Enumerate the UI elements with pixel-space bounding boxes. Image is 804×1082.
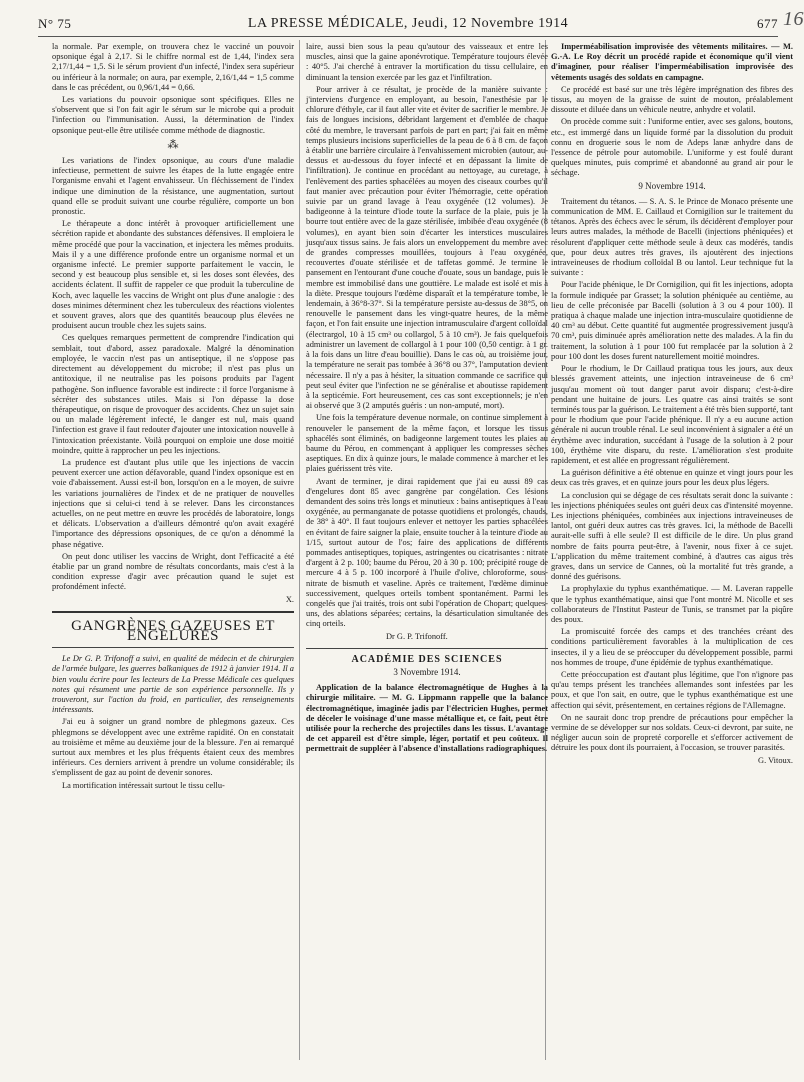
- article-intro: Le Dr G. P. Trifonoff a suivi, en qualité de médecin et de chirurgien de l'armée bulgare, les guerres balkaniques de 1912 à janvier 1914. Il a bien voulu écrire pour les lecteurs de La Presse Médicale ces quelques notes qui résument une partie de son expérience personnelle. Ils y trouveront, sur l'action du froid, en particulier, des renseignements intéressants.: [52, 654, 294, 715]
- paragraph: Pour le rhodium, le Dr Caillaud pratiqua tous les jours, aux deux blessés gravement atteints, une injection intraveineuse de 6 cm³ jusqu'au moment où tout danger parut avoir disparu; c'est-à-dire pendant une huitaine de jours. Les quatre cas ainsi traités se sont terminés tous par la guérison. Le traitement a été très bien supporté, tant pour le rhodium que pour l'acide phénique. Il n'y a eu aucune action générale ni aucun trouble rénal. Le seul inconvénient à signaler a été un érythème avec induration, succédant à l'usage de la solution à 2 pour 100, érythème vite disparu, du reste. L'amélioration s'est produite rapidement, et est allée en progressant régulièrement.: [551, 364, 793, 465]
- signature: X.: [285, 594, 294, 604]
- paragraph: La guérison définitive a été obtenue en quinze et vingt jours pour les deux cas très graves, et en quinze jours pour les deux plus légers.: [551, 468, 793, 488]
- paragraph: Les variations de l'index opsonique, au cours d'une maladie infectieuse, permettent de suivre les étapes de la lutte engagée entre l'organisme envahi et l'agent envahisseur. Un fléchissement de l'index indique une diminution de la résistance, une augmentation, surtout quand elle se produit suivant une courbe régulière, comporte un bon pronostic.: [52, 156, 294, 217]
- paragraph: Pour l'acide phénique, le Dr Cornigilion, qui fit les injections, adopta la formule indiquée par Grasset; la solution phéniquée au centième, au lieu de celle préconisée par Bacelli (solution à 3 ou 4 pour 100). Il pratiqua à chaque malade une injection intra-musculaire quotidienne de 40 cm³ au début. Cette quantité fut augmentée progressivement jusqu'à 70 cm³, puis diminuée après amélioration nette des malades. A la fin du traitement, la solution à 1 pour 100 fut remplacée par la solution à 2 pour 100 dont les doses furent naturellement moitié moindres.: [551, 280, 793, 361]
- column-1: [52, 42, 294, 1062]
- section-date: 9 Novembre 1914.: [638, 180, 706, 191]
- paragraph: On ne saurait donc trop prendre de précautions pour empêcher la vermine de se développer sur nos soldats. Ceux-ci devront, par suite, ne négliger aucun soin de propreté corporelle et s'efforcer activement de détruire les poux dont ils pourraient, à l'occasion, se trouver parasités.: [551, 712, 793, 753]
- paragraph: On procède comme suit : l'uniforme entier, avec ses galons, boutons, etc., est immergé dans un liquide formé par la dissolution du produit connu en droguerie sous le nom de Adeps lanæ anhydre dans de l'essence de pétrole pour automobile. L'uniforme y est foulé durant quelques minutes, puis comprimé et abandonné au grand air pour le séchage.: [551, 117, 793, 178]
- column-3: [551, 42, 793, 1062]
- paragraph: la normale. Par exemple, on trouvera chez le vacciné un pouvoir opsonique égal à 2,17. Si le chiffre normal est de 1,44, l'index sera 2,17/1,44 = 1,5. Si le sérum provient d'un infecté, l'index sera supérieur ou inférieur à la normale; on aura, par exemple, 2,16/1,44 = 1,5 comme dans le cas précédent, ou 0,96/1,44 = 0,66.: [52, 42, 294, 92]
- section-separator: ⁂: [167, 138, 179, 151]
- paragraph: Une fois la température devenue normale, on continue simplement à renouveler le pansement de la même façon, et lorsque les tissus sphacélés sont éliminés, on badigeonne largement toutes les plaies au baume du Pérou, en commençant à appliquer les compresses sèches aseptiques. En dix à quinze jours, le malade commence à marcher et les plaies guérissent très vite.: [306, 413, 548, 474]
- paragraph: Cette préoccupation est d'autant plus légitime, que l'on n'ignore pas qu'au temps présent les tranchées allemandes sont infestées par les poux, et que l'on sait, en outre, que le typhus exanthématique est une affection qui sévit, présentement, en certaines régions de l'Allemagne.: [551, 669, 793, 710]
- paragraph: La promiscuité forcée des camps et des tranchées créant des conditions particulièrement favorables à la multiplication de ces insectes, il y a lieu de se préoccuper du développement possible, parmi nos hommes de troupe, d'une épidémie de typhus exanthématique.: [551, 627, 793, 667]
- paragraph: J'ai eu à soigner un grand nombre de phlegmons gazeux. Ces phlegmons se développent avec une extrême rapidité. On en constatait au troisième et même au deuxième jour de la blessure. J'en ai remarqué surtout aux membres et les plus fréquents étaient ceux des membres inférieurs. Ces derniers arrivent à prendre un volume considérable; ils s'emplissent de gaz au point de devenir sonores.: [52, 717, 294, 778]
- journal-title: LA PRESSE MÉDICALE, Jeudi, 12 Novembre 1914: [247, 16, 569, 31]
- page-number: 677: [757, 16, 778, 31]
- issue-number: N° 75: [38, 16, 72, 31]
- signature: Dr G. P. Trifonoff.: [386, 631, 448, 641]
- column-rule: [299, 40, 300, 1060]
- divider: [52, 611, 294, 613]
- paragraph: Application de la balance électromagnétique de Hughes à la chirurgie militaire. — M. G. Lippmann rappelle que la balance électromagnétique, imaginée jadis par l'électricien Hughes, permet de déceler le voisinage d'une masse métallique et, ce fait, peut être utilisée pour la recherche des projectiles dans les tissus. L'avantage de cet appareil est d'être simple, léger, portatif et peu coûteux. Il permettrait de suppléer à l'absence d'installations radiographiques.: [306, 683, 548, 754]
- column-2: [306, 42, 548, 1062]
- paragraph: Le thérapeute a donc intérêt à provoquer artificiellement une sécrétion rapide et abondante des substances défensives. Il emploiera le même procédé que pour la vaccination, et injectera les mêmes produits. Mais il y a une différence profonde entre un organisme normal et un organisme infecté. Le premier supporte parfaitement le vaccin, le second y est beaucoup plus sensible et, si les doses sont élevées, des accidents éclatent. Il suffit de rappeler ce que produit la tuberculine de Koch, avec laquelle les vaccins de Wright ont plus d'une analogie : des doses minimes déterminent chez les tuberculeux des réactions violentes et souvent graves, alors que des quantités beaucoup plus élevées ne produisent aucun trouble chez les sujets sains.: [52, 219, 294, 331]
- paragraph: Traitement du tétanos. — S. A. S. le Prince de Monaco présente une communication de MM. E. Caillaud et Cornigilion sur le traitement du tétanos. Après des échecs avec le sérum, ils décidèrent d'employer pour leurs autres malades, la méthode de Bacelli (injections phéniquées) et résolurent d'appliquer cette méthode seule à deux cas modérés, tandis que, pour deux autres très graves, ils ajoutèrent des injections intraveineuses de rhodium colloïdal B ou lantol. Leur technique fut la suivante :: [551, 196, 793, 278]
- article-title: GANGRÈNES GAZEUSES ET ENGELURES: [71, 617, 275, 644]
- paragraph: La prophylaxie du typhus exanthématique. — M. Laveran rappelle que le typhus exanthématique, ainsi que l'ont montré M. Nicolle et ses collaborateurs de l'Institut Pasteur de Tunis, se transmet par la piqûre des poux.: [551, 584, 793, 624]
- paragraph: On peut donc utiliser les vaccins de Wright, dont l'efficacité a été établie par un grand nombre de résultats concordants, mais c'est à la condition expresse d'agir avec précaution quand le sujet est profondément infecté.: [52, 551, 294, 592]
- divider: [52, 647, 294, 648]
- signature: G. Vitoux.: [758, 755, 793, 765]
- paragraph: laire, aussi bien sous la peau qu'autour des vaisseaux et entre les muscles, ainsi que la gaine aponévrotique. Température toujours élevée : 40°5. J'ai cherché à entraver la mortification du tissu cellulaire, en diminuant la tension exercée par les gaz et l'infiltration.: [306, 42, 548, 82]
- paragraph: Avant de terminer, je dirai rapidement que j'ai eu aussi 89 cas d'engelures dont 85 avec gangrène par congélation. Ces lésions demandent des soins très longs et minutieux : bains antiseptiques à l'eau oxygénée, au permanganate de potasse quotidiens et prolongés, chauds, de 38° à 40°. Il faut toujours enlever et nettoyer les parties sphacélées en évitant de faire saigner la plaie, ensuite toucher à la teinture d'iode au 1/15, surtout autour de l'os; faire des applications de différents pommades antiseptiques, topiques, astringentes ou cicatrisantes : nitrate d'argent à 2 p. 100; baume du Pérou, 20 à 30 p. 100; précipité rouge de mercure 4 à 5 p. 100 incorporé à l'huile d'olive, chloroforme, sous-nitrate de bismuth et vaseline. Après ce traitement, l'œdème diminue successivement, quelques orteils tombent spontanément. Parmi les congelés que j'ai traités, trois ont subi l'opération de Chopart; quelques-uns, des ablations séparées; certains, la désarticulation simultanée des cinq orteils.: [306, 476, 548, 629]
- handwritten-annotation: 16: [783, 8, 804, 30]
- paragraph: La mortification intéressait surtout le tissu cellu-: [62, 780, 225, 790]
- divider: [306, 648, 548, 649]
- section-date: 3 Novembre 1914.: [393, 666, 461, 677]
- paragraph: Ce procédé est basé sur une très légère imprégnation des fibres des tissus, au moyen de la graisse de suint de mouton, préalablement dissoute et diluée dans un véhicule neutre, anhydre et volatil.: [551, 84, 793, 115]
- paragraph: Imperméabilisation improvisée des vêtements militaires. — M. G.-A. Le Roy décrit un procédé rapide et économique qu'il vient d'imaginer, pour réaliser l'imperméabilisation improvisée des vêtements usagés des soldats en campagne.: [551, 42, 793, 82]
- paragraph: Ces quelques remarques permettent de comprendre l'indication qui semblait, tout d'abord, assez paradoxale. Malgré la dénomination employée, le vaccin n'est pas un antiseptique, il ne s'oppose pas directement au développement du microbe; il n'est pas plus un antitoxique, il ne neutralise pas les poisons produits par l'agent pathogène. Son influence favorable est indirecte : il force l'organisme à sécréter des substances utiles. Mais si l'on dépasse la dose thérapeutique, on risque de provoquer des accidents. Chez un sujet sain ou un malade légèrement infecté, le danger est nul, mais quand l'infection est grave il faut redouter d'ajouter une intoxication nouvelle à l'intoxication préexistante. Voilà pourquoi on emploie une dose moitié moindre, quitte à rapprocher un peu les injections.: [52, 333, 294, 455]
- page-header: [38, 8, 804, 37]
- paragraph: La prudence est d'autant plus utile que les injections de vaccin peuvent exercer une action défavorable, quand l'index opsonique est en voie d'abaissement. Aussi est-il bon, lorsqu'on en a le moyen, de suivre les variations journalières de l'index et de ne pratiquer de nouvelles injections que si celui-ci tend à se relever. Dans les circonstances actuelles, on ne peut mettre en œuvre les procédés de laboratoire, longs et délicats. L'observation a d'ailleurs démontré qu'on avait exagéré l'importance des dépressions opsoniques, de ce qu'on a dénommé la phase négative.: [52, 457, 294, 549]
- paragraph: La conclusion qui se dégage de ces résultats serait donc la suivante : les injections phéniquées seules ont guéri deux cas d'intensité moyenne. Les injections phéniquées, combinées aux injections intraveineuses de lantol, ont guéri deux autres cas très graves. Ici, la méthode de Bacelli aurait-elle suffi à elle seule? Il est difficile de le dire. Un plus grand nombre de faits pourra peut-être, à l'avenir, nous fixer à ce sujet. L'application du même traitement combiné, à d'autres cas aigus très graves, dans un service de Cannes, où la mortalité fut très grande, a donné des guérisons.: [551, 490, 793, 582]
- paragraph: Pour arriver à ce résultat, je procède de la manière suivante : j'interviens d'urgence en employant, au besoin, l'anesthésie par le chlorure d'éthyle, car il faut aller vite et éviter de sacrifier le membre. Je fais de longues incisions, débridant largement et d'emblée de chaque côté du membre, le traversant parfois de part en part; j'ai fait en même temps plusieurs incisions superficielles de la peau de 6 à 8 cm. de façon à établir une barrière circulaire à l'envahissement microbien (autour, au-dessus et au-dessous du foyer infecté et en dépassant la limite de l'infiltration). Je continue en procédant au nettoyage, au curetage, à l'enlèvement des parties sphacélées au moyen des ciseaux courbes qu'il faut manier avec précaution pour éviter l'hémorragie, cette opération suivie par un grand lavage à l'eau oxygénée (12 volumes). Je badigeonne à la teinture d'iode toute la surface de la plaie, puis je la bourre tout entière avec de la gaze stérilisée, imbibée d'eau oxygénée (8 volumes), en ayant bien soin d'écarter les interstices musculaires jusqu'aux tissus sains. Je fais alors un enveloppement du membre avec de grandes compresses mouillées, toujours à l'eau oxygénée, recouvertes d'ouate stérilisée et de taffetas gommé. Je termine le pansement en l'entourant d'une couche d'ouate, sous un bandage, puis le membre est immobilisé dans une gouttière. Le malade est isolé et mis à la diète. Presque toujours l'œdème disparaît et la température tombe, le lendemain, à 36°8-37°. Si la température persiste au-dessus de 38°5, on renouvelle le pansement dans les vingt-quatre heures, de la même façon, et l'on fait ensuite une injection intramusculaire d'argent colloïdal (électrargol, 10 à 15 cm³ ou collargol, 5 à 10 cm³). Je fais quelquefois administrer un lavement de collargol à 1 pour 100 (0,50 centigr. à 1 gr. à la fois dans un litre d'eau bouillie). Dans le cas où, au troisième jour, la température ne serait pas tombée à 36°8 ou 37°, l'amputation devient nécessaire. Il n'y a pas à hésiter, la situation commande ce sacrifice qui peut seul éviter que l'infection ne se généralise et aboutisse rapidement à la septicémie. Fort heureusement, ces cas sont exceptionnels; je n'en ai observé que 3 (2 amputés guéris : un non-amputé, mort).: [306, 84, 548, 411]
- paragraph: Les variations du pouvoir opsonique sont spécifiques. Elles ne s'observent que si l'on fait agir le sérum sur le microbe qui a produit l'infection ou l'immunisation. Aussi, la détermination de l'index opsonique peut-elle être utilisée comme méthode de diagnostic.: [52, 95, 294, 135]
- section-heading: ACADÉMIE DES SCIENCES: [351, 653, 503, 665]
